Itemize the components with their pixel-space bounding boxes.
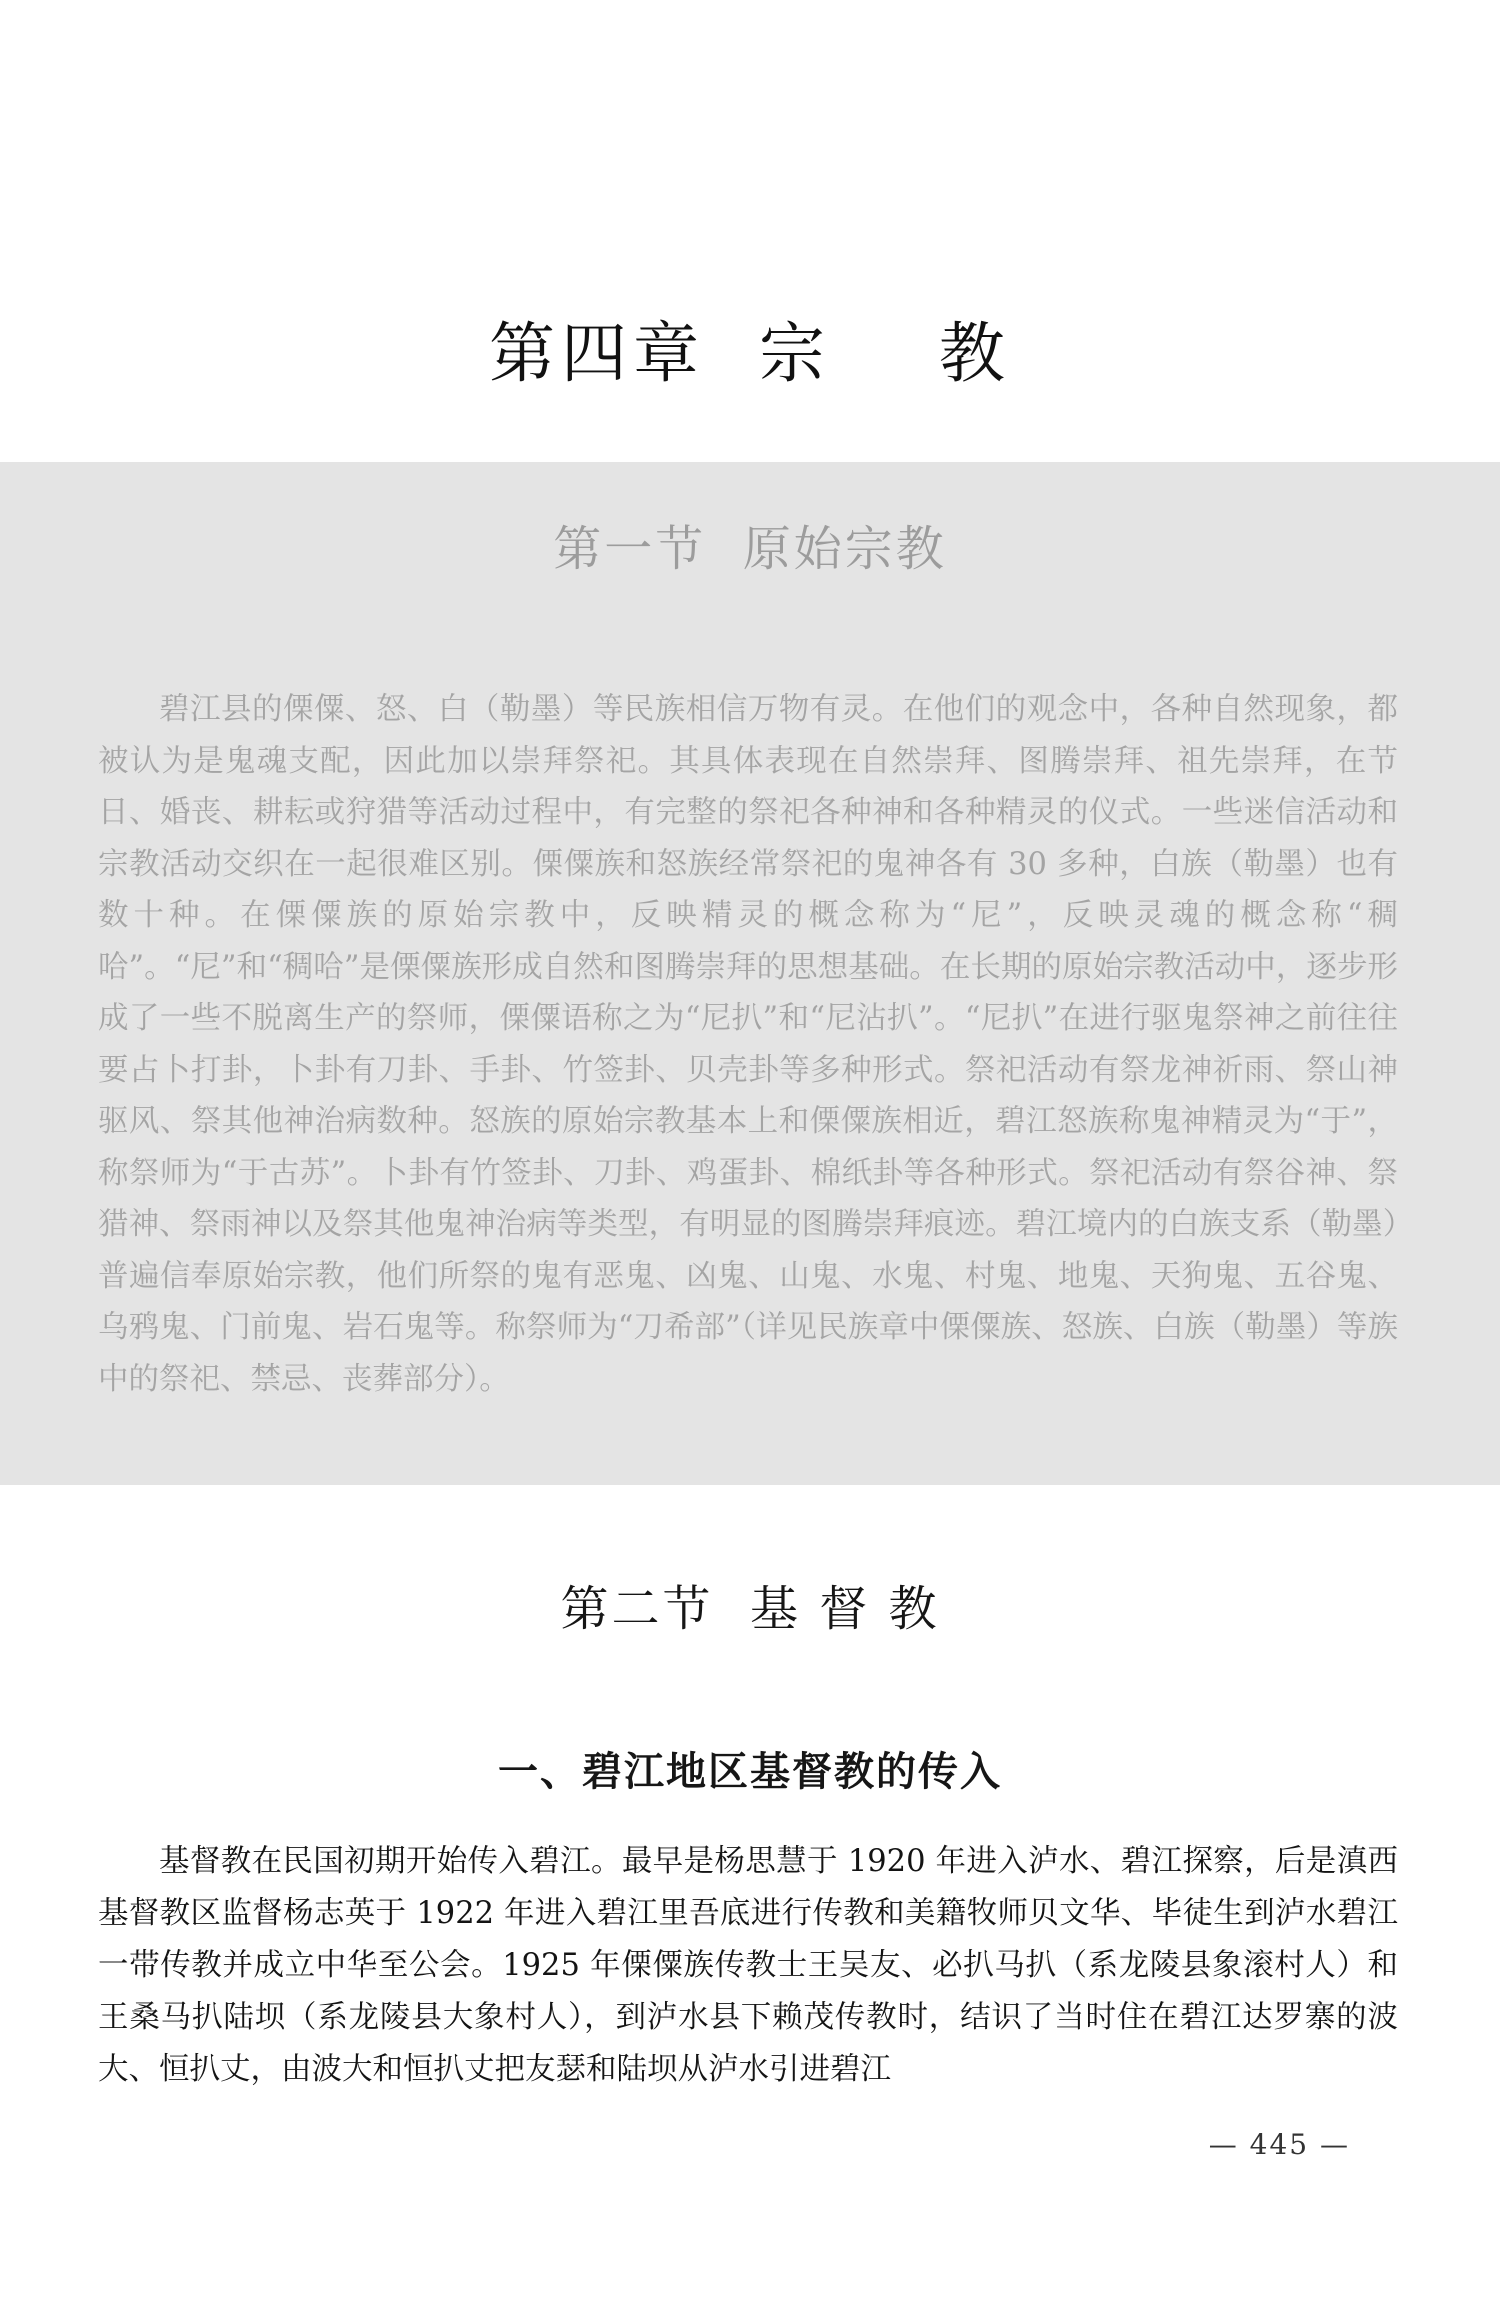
chapter-title: 第四章 宗 教 — [489, 315, 1011, 392]
page-number: — 445 — — [1208, 2128, 1350, 2161]
section2-paragraph: 基督教在民国初期开始传入碧江。最早是杨思慧于 1920 年进入泸水、碧江探察，后是滇西基督教区监督杨志英于 1922 年进入碧江里吾底进行传教和美籍牧师贝文华、毕徒生到泸水碧江一带传教并成立中华至公会。1925 年傈僳族传教士王吴友、必扒马扒（系龙陵县象滚村人）和王桑马扒陆坝（系龙陵县大象村人），到泸水县下赖茂传教时，结识了当时住在碧江达罗寨的波大、恒扒丈，由波大和恒扒丈把友瑟和陆坝从泸水引进碧江 — [98, 1844, 1398, 2087]
section1-title: 第一节 原始宗教 — [553, 521, 947, 577]
section1-paragraph: 碧江县的傈僳、怒、白（勒墨）等民族相信万物有灵。在他们的观念中，各种自然现象，都被认为是鬼魂支配，因此加以崇拜祭祀。其具体表现在自然崇拜、图腾崇拜、祖先崇拜，在节日、婚丧、耕耘或狩猎等活动过程中，有完整的祭祀各种神和各种精灵的仪式。一些迷信活动和宗教活动交织在一起很难区别。傈僳族和怒族经常祭祀的鬼神各有 30 多种，白族（勒墨）也有数十种。在傈僳族的原始宗教中，反映精灵的概念称为“尼”，反映灵魂的概念称“稠哈”。“尼”和“稠哈”是傈僳族形成自然和图腾崇拜的思想基础。在长期的原始宗教活动中，逐步形成了一些不脱离生产的祭师，傈僳语称之为“尼扒”和“尼沾扒”。“尼扒”在进行驱鬼祭神之前往往要占卜打卦，卜卦有刀卦、手卦、竹签卦、贝壳卦等多种形式。祭祀活动有祭龙神祈雨、祭山神驱风、祭其他神治病数种。怒族的原始宗教基本上和傈僳族相近，碧江怒族称鬼神精灵为“于”，称祭师为“于古苏”。卜卦有竹签卦、刀卦、鸡蛋卦、棉纸卦等各种形式。祭祀活动有祭谷神、祭猎神、祭雨神以及祭其他鬼神治病等类型，有明显的图腾崇拜痕迹。碧江境内的白族支系（勒墨）普遍信奉原始宗教，他们所祭的鬼有恶鬼、凶鬼、山鬼、水鬼、村鬼、地鬼、天狗鬼、五谷鬼、乌鸦鬼、门前鬼、岩石鬼等。称祭师为“刀希部”（详见民族章中傈僳族、怒族、白族（勒墨）等族中的祭祀、禁忌、丧葬部分）。 — [98, 692, 1398, 1397]
section2-subtitle: 一、碧江地区基督教的传入 — [498, 1748, 1002, 1795]
section2-title: 第二节 基 督 教 — [560, 1581, 940, 1637]
